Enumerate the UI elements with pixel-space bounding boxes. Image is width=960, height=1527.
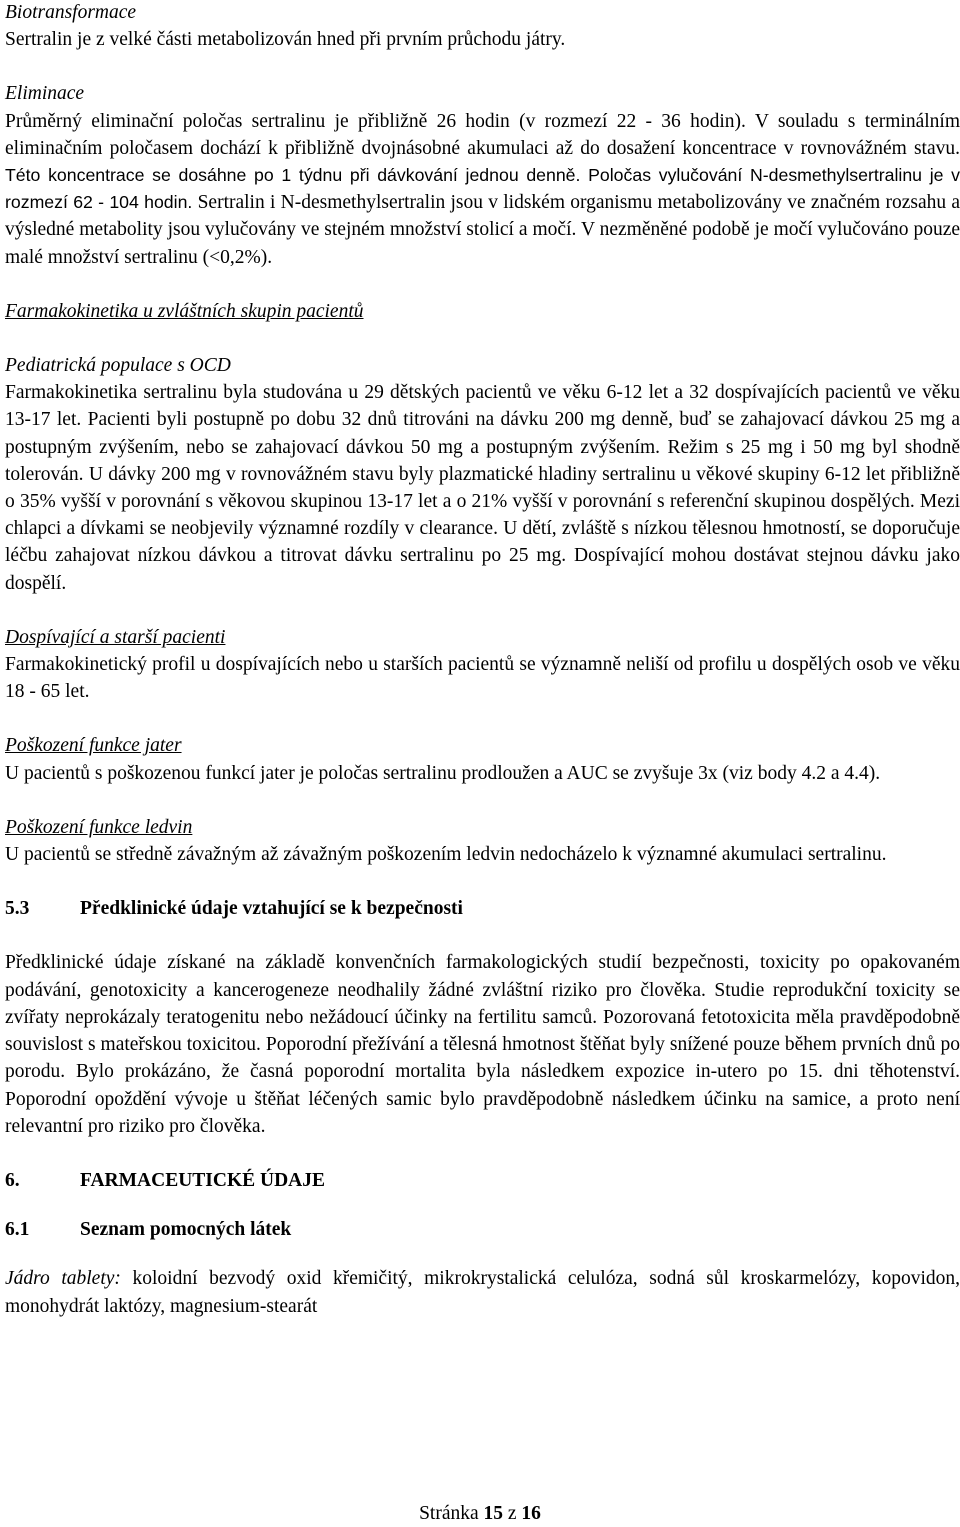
eliminace-text-part2: Této koncentrace se dosáhne po 1 týdnu při dávkování jednou denně. Poločas vylučování N-desmethylsertralinu je v rozmezí 62 - 104 hodin. xyxy=(5,165,960,213)
section-5-3-title: Předklinické údaje vztahující se k bezpečnosti xyxy=(80,898,463,920)
section-6-1-heading xyxy=(5,1216,960,1243)
excipients-label: Jádro tablety: xyxy=(5,1268,121,1290)
section-6-1-number: 6.1 xyxy=(5,1219,30,1241)
excipients-list: koloidní bezvodý oxid křemičitý, mikrokrystalická celulóza, sodná sůl kroskarmelózy, kopovidon, monohydrát laktózy, magnesium-stearát xyxy=(5,1268,960,1317)
eliminace-text-part3: Sertralin i N-desmethylsertralin jsou v lidském organismu metabolizovány ve značném rozsahu a výsledné metabolity jsou vylučovány ve stejném množství stolicí a močí. V nezměněné podobě je močí vylučováno pouze malé množství sertralinu (<0,2%). xyxy=(5,192,960,268)
section-5-3-text: Předklinické údaje získané na základě konvenčních farmakologických studií bezpečnosti, toxicity po opakovaném podávání, genotoxicity a kancerogeneze neodhalily žádné zvláštní riziko pro člověka. Studie reprodukční toxicity se zvířaty neprokázaly teratogenitu nebo nežádoucí účinky na fertilitu samců. Pozorovaná fetotoxicita měla pravděpodobně souvislost s mateřskou toxicitou. Poporodní přežívání a tělesná hmotnost štěňat byly snížené pouze během prvních dnů po porodu. Bylo prokázáno, že časná poporodní mortalita byla následkem expozice in-utero po 15. dni těhotenství. Poporodní opoždění vývoje u štěňat léčených samic bylo pravděpodobně následkem účinku na samice, a proto není relevantní pro riziko pro člověka. xyxy=(5,952,960,1137)
special-groups-heading: Farmakokinetika u zvláštních skupin pacientů xyxy=(5,300,364,322)
footer-page-number: 15 xyxy=(483,1503,504,1524)
pediatric-heading: Pediatrická populace s OCD xyxy=(5,355,231,377)
kidney-text: U pacientů se středně závažným až závažným poškozením ledvin nedocházelo k významné akumulaci sertralinu. xyxy=(5,844,887,866)
pediatric-text: Farmakokinetika sertralinu byla studována u 29 dětských pacientů ve věku 6-12 let a 32 dospívajících pacientů ve věku 13-17 let. Pacienti byli postupně po dobu 32 dnů titrováni na dávku 200 mg denně, buď se zahajovací dávkou 25 mg a postupným zvýšením, nebo se zahajovací dávkou 50 mg a postupným zvýšením. Režim s 25 mg i 50 mg byl shodně tolerován. U dávky 200 mg v rovnovážném stavu byly plazmatické hladiny sertralinu u věkové skupiny 6-12 let přibližně o 35% vyšší v porovnání s věkovou skupinou 13-17 let a o 21% vyšší v porovnání s referenční skupinou dospělých. Mezi chlapci a dívkami se neobjevily významné rozdíly v clearance. U dětí, zvláště s nízkou tělesnou hmotností, se doporučuje léčbu zahajovat nízkou dávkou a titrovat dávku sertralinu po 25 mg. Dospívající mohou dostávat stejnou dávku jako dospělí. xyxy=(5,382,960,594)
section-5-3-heading xyxy=(5,895,960,922)
section-5-3-number: 5.3 xyxy=(5,898,30,920)
section-6-title: FARMACEUTICKÉ ÚDAJE xyxy=(80,1169,326,1191)
liver-text: U pacientů s poškozenou funkcí jater je poločas sertralinu prodloužen a AUC se zvyšuje 3x (viz body 4.2 a 4.4). xyxy=(5,762,881,784)
biotransformace-heading: Biotransformace xyxy=(5,2,137,23)
eliminace-text xyxy=(5,108,960,271)
eliminace-text-part1: Průměrný eliminační poločas sertralinu je přibližně 26 hodin (v rozmezí 22 - 36 hodin). V souladu s terminálním eliminačním poločasem dochází k přibližně dvojnásobné akumulaci až do dosažení koncentrace v rovnovážném stavu. xyxy=(5,110,960,159)
footer-prefix: Stránka xyxy=(419,1503,484,1524)
document-page xyxy=(5,0,960,1320)
adolescent-elderly-heading: Dospívající a starší pacienti xyxy=(5,626,226,648)
section-6-heading xyxy=(5,1167,960,1194)
section-6-number: 6. xyxy=(5,1169,20,1191)
biotransformace-text: Sertralin je z velké části metabolizován hned při prvním průchodu játry. xyxy=(5,29,566,51)
liver-heading: Poškození funkce jater xyxy=(5,735,182,757)
eliminace-heading: Eliminace xyxy=(5,83,85,105)
section-6-1-title: Seznam pomocných látek xyxy=(80,1219,292,1241)
adolescent-elderly-text: Farmakokinetický profil u dospívajících nebo u starších pacientů se významně neliší od profilu u dospělých osob ve věku 18 - 65 let. xyxy=(5,654,960,703)
footer-total-pages: 16 xyxy=(521,1503,541,1524)
excipients-text xyxy=(5,1265,960,1319)
footer-middle: z xyxy=(503,1503,522,1524)
kidney-heading: Poškození funkce ledvin xyxy=(5,816,193,838)
